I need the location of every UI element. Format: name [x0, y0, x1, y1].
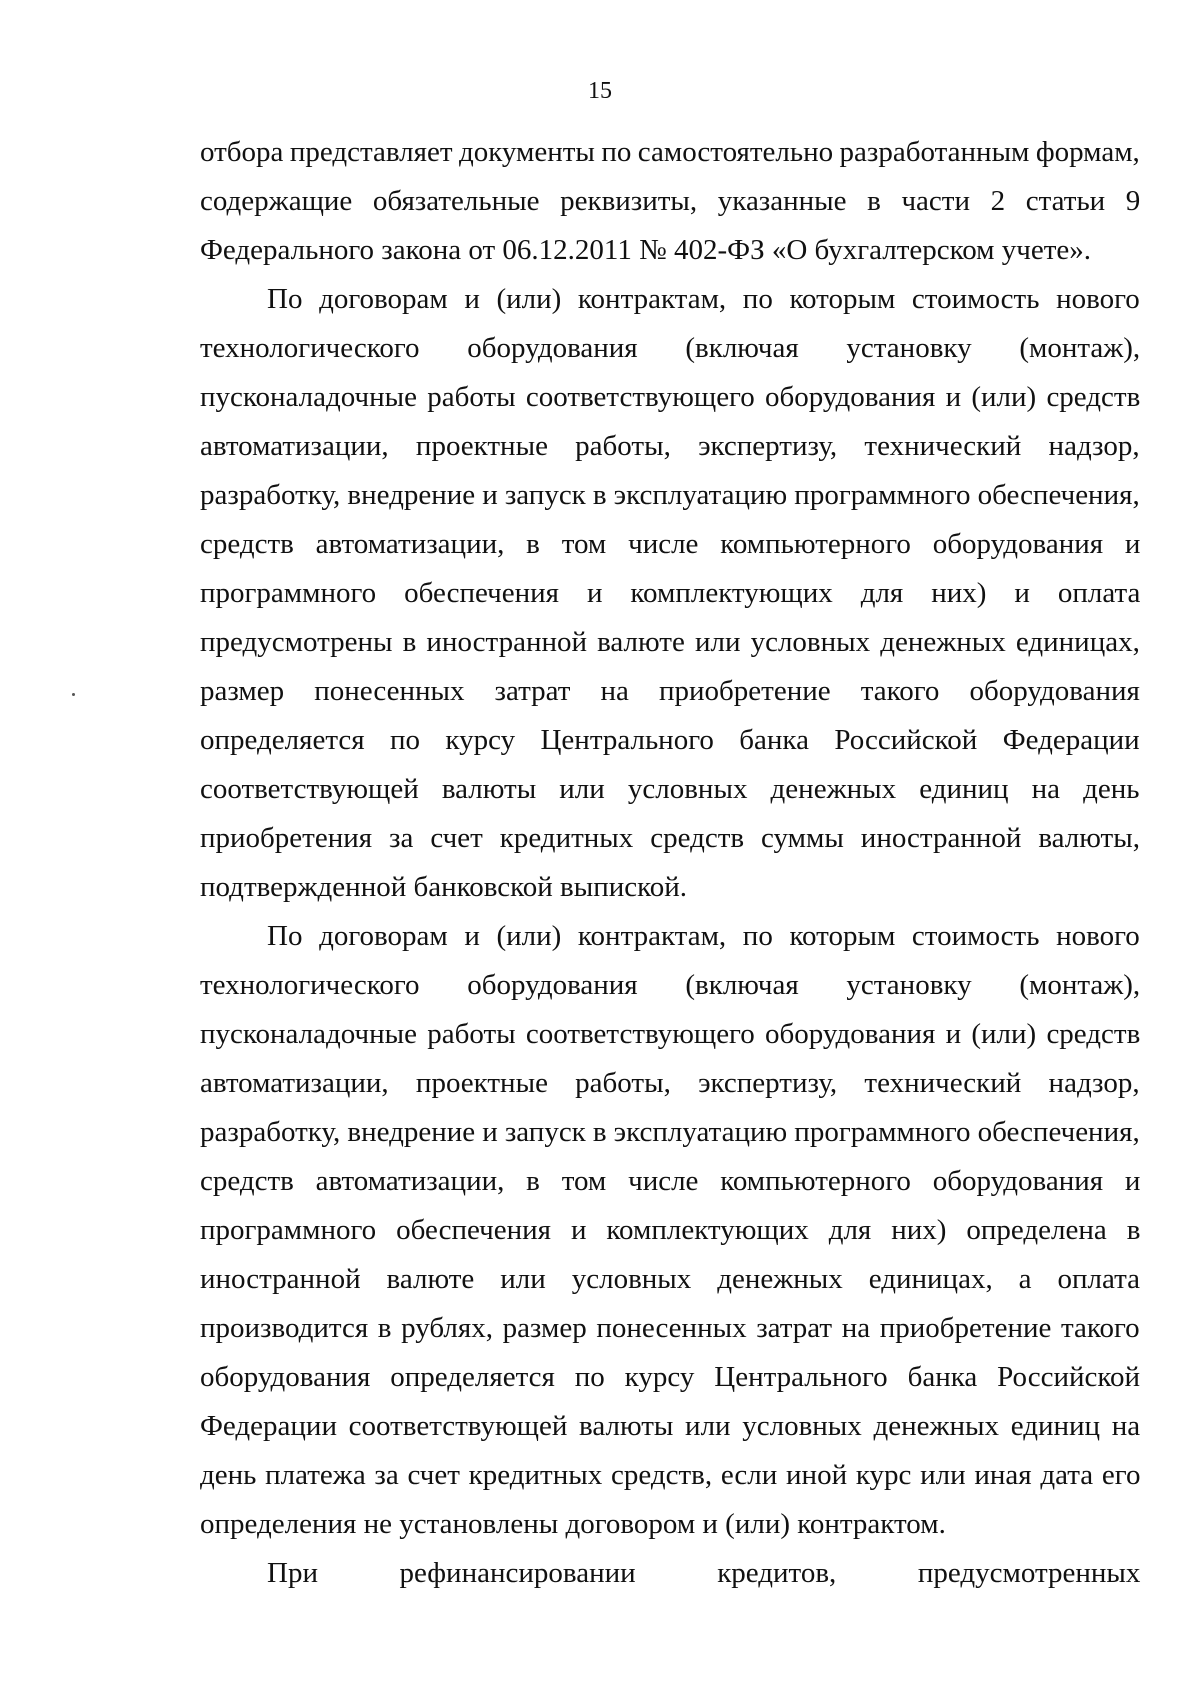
- text-line: автоматизации, проектные работы, экспертизу, технический надзор,: [200, 1067, 1140, 1099]
- text-line: день платежа за счет кредитных средств, если иной курс или иная дата его: [200, 1459, 1141, 1491]
- text-line: иностранной валюте или условных денежных единицах, а оплата: [200, 1263, 1141, 1295]
- text-line: автоматизации, проектные работы, экспертизу, технический надзор,: [200, 430, 1140, 462]
- text-line: пусконаладочные работы соответствующего оборудования и (или) средств: [200, 381, 1141, 413]
- text-line: средств автоматизации, в том числе компьютерного оборудования и: [200, 1165, 1141, 1197]
- text-line: При рефинансировании кредитов, предусмотренных: [267, 1557, 1141, 1589]
- text-line: приобретения за счет кредитных средств суммы иностранной валюты,: [200, 822, 1140, 854]
- text-line: предусмотрены в иностранной валюте или условных денежных единицах,: [200, 626, 1140, 658]
- text-line: По договорам и (или) контрактам, по которым стоимость нового: [267, 283, 1140, 315]
- text-line: подтвержденной банковской выпиской.: [200, 871, 687, 903]
- text-line: производится в рублях, размер понесенных затрат на приобретение такого: [200, 1312, 1140, 1344]
- paragraph-foreign-currency-payment: [200, 275, 1140, 912]
- document-body: [200, 128, 1140, 1598]
- paragraph-ruble-payment: [200, 912, 1140, 1549]
- text-line: Федерального закона от 06.12.2011 № 402-ФЗ «О бухгалтерском учете».: [200, 234, 1092, 266]
- text-line: По договорам и (или) контрактам, по которым стоимость нового: [267, 920, 1140, 952]
- text-line: средств автоматизации, в том числе компьютерного оборудования и: [200, 528, 1141, 560]
- text-line: определяется по курсу Центрального банка Российской Федерации: [200, 724, 1140, 756]
- paragraph-continuation: [200, 128, 1140, 275]
- text-line: соответствующей валюты или условных денежных единиц на день: [200, 773, 1140, 805]
- scan-speck: [72, 693, 75, 696]
- text-line: программного обеспечения и комплектующих для них) и оплата: [200, 577, 1141, 609]
- text-line: разработку, внедрение и запуск в эксплуатацию программного обеспечения,: [200, 1116, 1140, 1148]
- text-line: технологического оборудования (включая установку (монтаж),: [200, 969, 1141, 1001]
- text-line: Федерации соответствующей валюты или условных денежных единиц на: [200, 1410, 1141, 1442]
- text-line: размер понесенных затрат на приобретение такого оборудования: [200, 675, 1140, 707]
- text-line: пусконаладочные работы соответствующего оборудования и (или) средств: [200, 1018, 1141, 1050]
- text-line: программного обеспечения и комплектующих для них) определена в: [200, 1214, 1141, 1246]
- text-line: разработку, внедрение и запуск в эксплуатацию программного обеспечения,: [200, 479, 1140, 511]
- text-line: технологического оборудования (включая установку (монтаж),: [200, 332, 1141, 364]
- paragraph-refinancing: [200, 1549, 1140, 1598]
- text-line: отбора представляет документы по самостоятельно разработанным формам,: [200, 136, 1140, 168]
- page-number: 15: [588, 78, 612, 104]
- text-line: содержащие обязательные реквизиты, указанные в части 2 статьи 9: [200, 185, 1141, 217]
- text-line: определения не установлены договором и (или) контрактом.: [200, 1508, 946, 1540]
- text-line: оборудования определяется по курсу Центрального банка Российской: [200, 1361, 1141, 1393]
